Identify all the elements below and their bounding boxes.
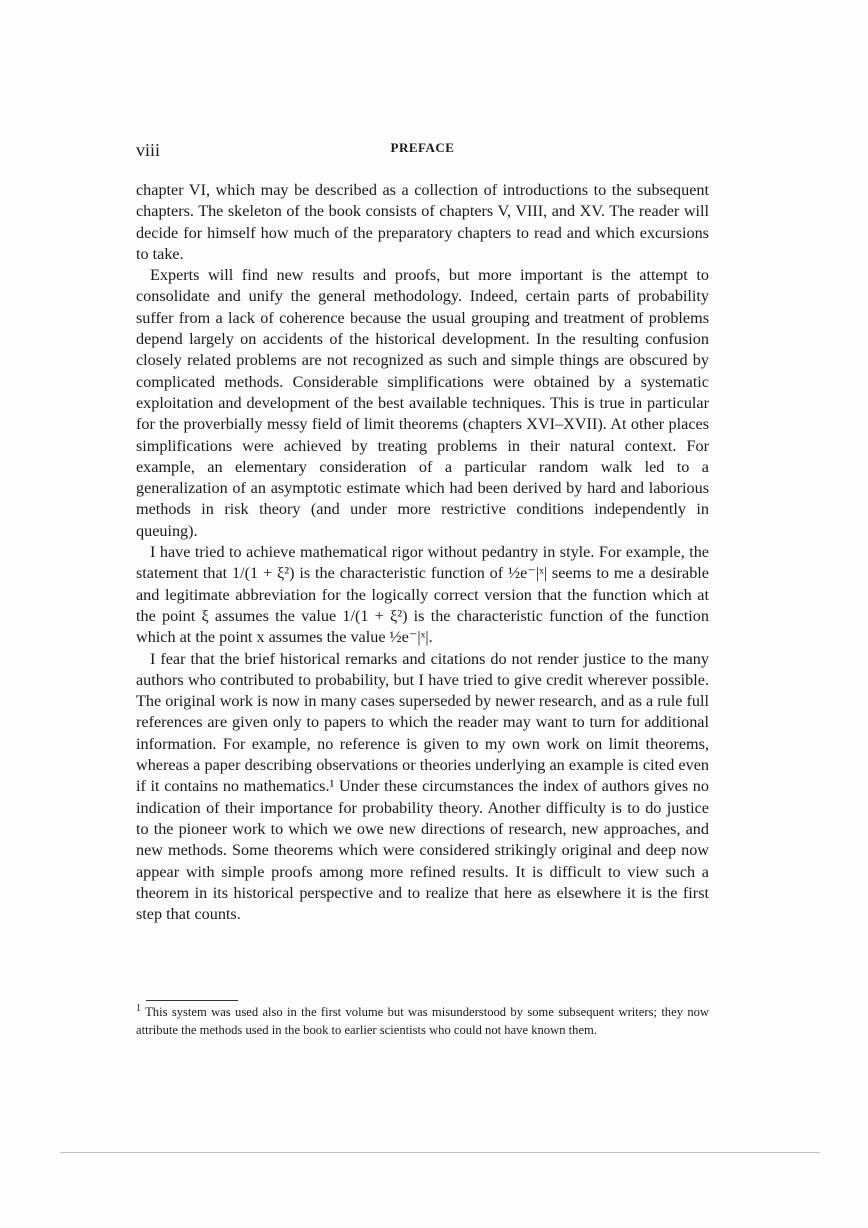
paragraph: Experts will find new results and proofs, but more important is the attempt to consolidate and unify the general methodology. Indeed, certain parts of probability suffer from a lack of coherence because the usual grouping and treatment of problems depend largely on accidents of the historical development. In the resulting confusion closely related problems are not recognized as such and simple things are obscured by complicated methods. Considerable simplifications were obtained by a systematic exploitation and development of the best available techniques. This is true in particular for the proverbially messy field of limit theorems (chapters XVI–XVII). At other places simplifications were achieved by treating problems in their natural context. For example, an elementary consideration of a particular random walk led to a generalization of an asymptotic estimate which had been derived by hard and laborious methods in risk theory (and under more restrictive conditions independently in queuing).: [136, 266, 709, 540]
footnote-rule: [146, 1000, 238, 1001]
footnote-text: This system was used also in the first volume but was misunderstood by some subsequent writers; they now attribute the methods used in the book to earlier scientists who could not have known them.: [136, 1005, 710, 1037]
running-head: [136, 138, 709, 162]
paragraph: I have tried to achieve mathematical rigor without pedantry in style. For example, the statement that 1/(1 + ξ²) is the characteristic function of ½e⁻|ˣ| seems to me a desirable and legitimate abbreviation for the logically correct version that the function which at the point ξ assumes the value 1/(1 + ξ²) is the characteristic function of the function which at the point x assumes the value ½e⁻|ˣ|.: [136, 543, 709, 647]
section-title: PREFACE: [390, 140, 455, 155]
page-number: viii: [136, 140, 161, 160]
footnote: [136, 1003, 709, 1039]
paragraph: I fear that the brief historical remarks and citations do not render justice to the many authors who contributed to probability, but I have tried to give credit wherever possible. The original work is now in many cases superseded by newer research, and as a rule full references are given only to papers to which the reader may want to turn for additional information. For example, no reference is given to my own work on limit theorems, whereas a paper describing observations or theories underlying an example is cited even if it contains no mathematics.¹ Under these circumstances the index of authors gives no indication of their importance for probability theory. Another difficulty is to do justice to the pioneer work to which we owe new directions of research, new approaches, and new methods. Some theorems which were considered strikingly original and deep now appear with simple proofs among more refined results. It is difficult to view such a theorem in its historical perspective and to realize that here as elsewhere it is the first step that counts.: [136, 649, 709, 924]
body-text: [136, 180, 709, 925]
page-edge-line: [60, 1152, 820, 1153]
paragraph: chapter VI, which may be described as a collection of introductions to the subsequent chapters. The skeleton of the book consists of chapters V, VIII, and XV. The reader will decide for himself how much of the preparatory chapters to read and which excursions to take.: [136, 181, 709, 263]
footnote-mark: 1: [136, 1002, 141, 1014]
